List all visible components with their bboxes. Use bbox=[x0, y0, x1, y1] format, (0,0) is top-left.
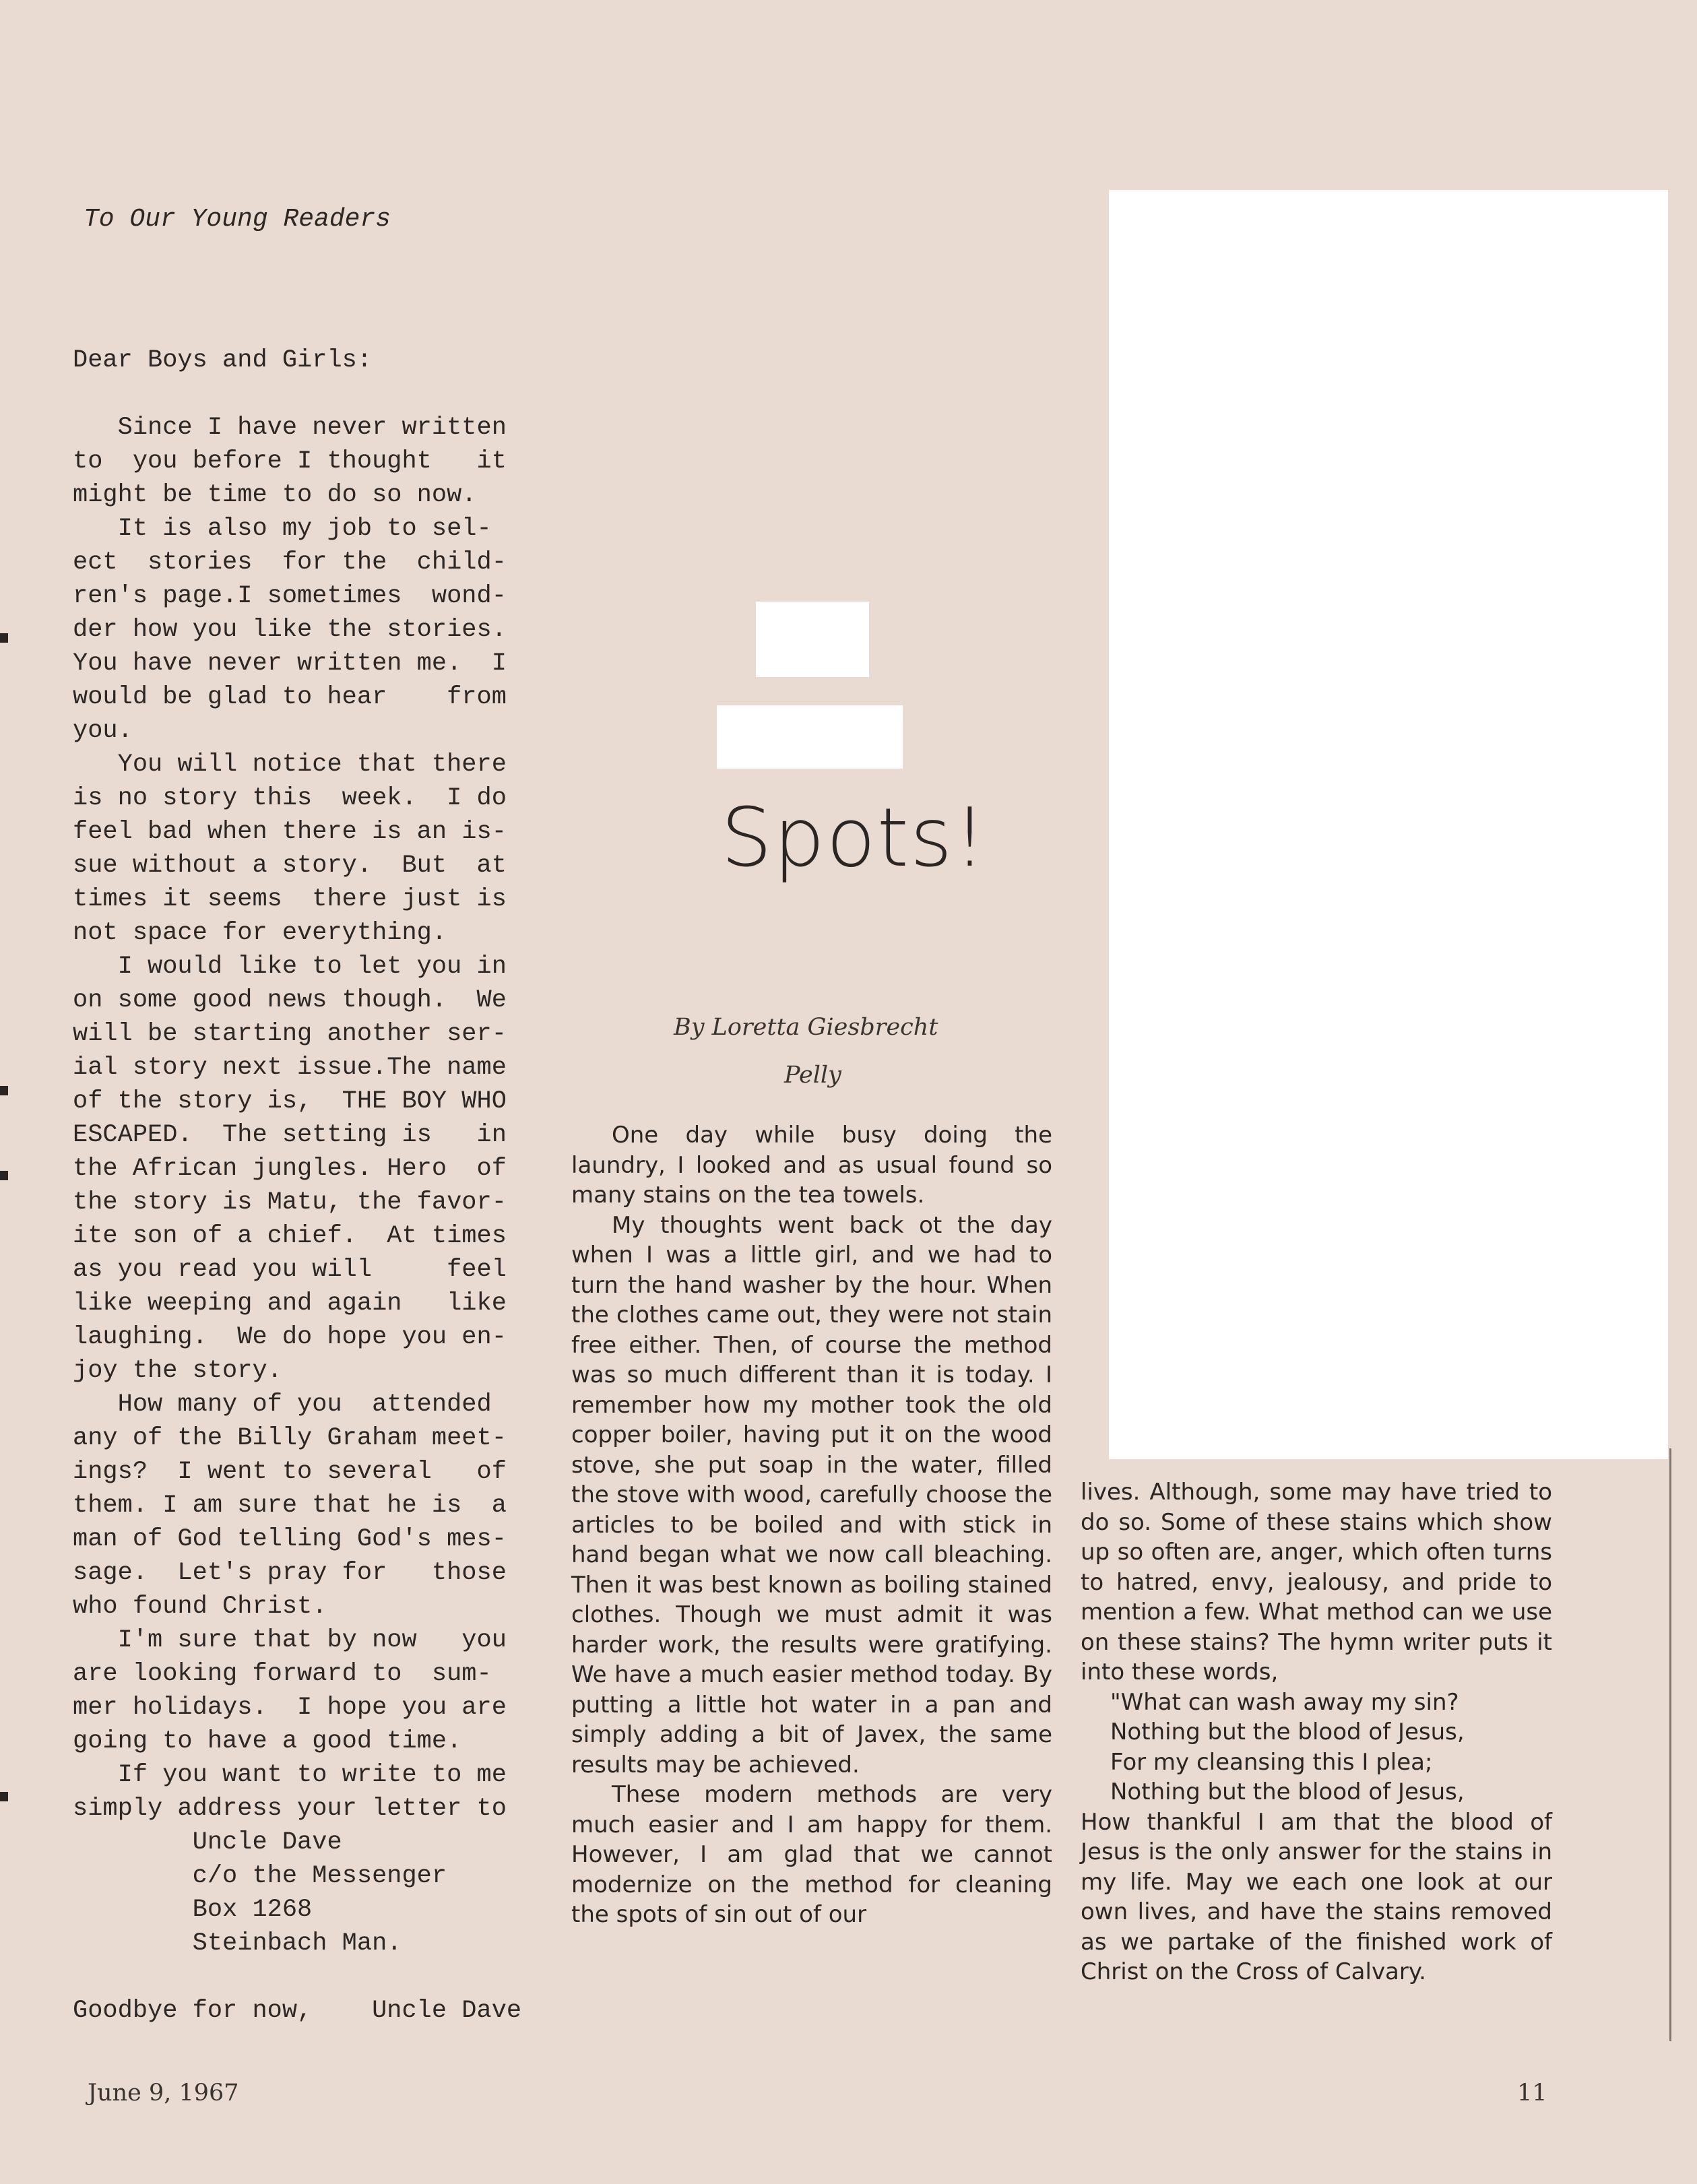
letter-line: is no story this week. I do bbox=[73, 784, 507, 812]
letter-line: the African jungles. Hero of bbox=[73, 1155, 507, 1183]
letter-line: simply address your letter to bbox=[73, 1795, 507, 1823]
article-place: Pelly bbox=[784, 1062, 841, 1089]
article-column-middle bbox=[571, 1120, 1052, 1930]
article-paragraph: One day while busy doing the laundry, I looked and as usual found so many stains on the tea towels. bbox=[571, 1122, 1052, 1209]
binding-mark bbox=[0, 1792, 8, 1801]
letter-line: you. bbox=[73, 717, 133, 745]
letter-line: I'm sure that by now you bbox=[73, 1626, 507, 1655]
letter-line: ect stories for the child- bbox=[73, 548, 507, 577]
letter-line: Uncle Dave bbox=[73, 1828, 342, 1857]
article-byline: By Loretta Giesbrecht bbox=[674, 1014, 938, 1041]
letter-line bbox=[73, 1960, 574, 1994]
letter-line: It is also my job to sel- bbox=[73, 515, 492, 543]
letter-line: You will notice that there bbox=[73, 750, 507, 779]
hymn-line: Nothing but the blood of Jesus, bbox=[1110, 1719, 1465, 1745]
hymn-line: "What can wash away my sin? bbox=[1110, 1688, 1459, 1716]
letter-line: ren's page.I sometimes wond- bbox=[73, 582, 507, 610]
letter-line: Box 1268 bbox=[73, 1896, 313, 1924]
article-paragraph: My thoughts went back ot the day when I was a little girl, and we had to turn the hand washer by the hour. When the clothes came out, they were not stain free either. Then, of course the method was so much different than it is today. I remember how my mother took the old copper boiler, having put it on the wood stove, she put soap in the water, filled the stove with wood, carefully choose the articles to be boiled and with stick in hand began what we now call bleaching. Then it was best known as boiling stained clothes. Though we must admit it was harder work, the results were gratifying. We have a much easier method today. By putting a little hot water in a pan and simply adding a bit of Javex, the same results may be achieved. bbox=[571, 1211, 1052, 1778]
letter-line: of the story is, THE BOY WHO bbox=[73, 1087, 507, 1116]
letter-line: as you read you will feel bbox=[73, 1256, 507, 1284]
redacted-block bbox=[756, 602, 869, 677]
letter-line: going to have a good time. bbox=[73, 1727, 462, 1756]
article-paragraph: How thankful I am that the blood of Jesus is the only answer for the stains in my life. May we each one look at our own lives, and have the stains removed as we partake of the finished work of Christ on the Cross of Calvary. bbox=[1081, 1808, 1552, 1985]
letter-line: them. I am sure that he is a bbox=[73, 1491, 507, 1520]
issue-date: June 9, 1967 bbox=[88, 2080, 239, 2107]
letter-line: on some good news though. We bbox=[73, 986, 507, 1015]
article-paragraph: lives. Although, some may have tried to do so. Some of these stains which show up so often are, anger, which often turns to hatred, envy, jealousy, and pride to mention a few. What method can we use on these stains? The hymn writer puts it into these words, bbox=[1081, 1479, 1552, 1685]
hymn-line: Nothing but the blood of Jesus, bbox=[1110, 1778, 1465, 1805]
article-title: Spots! bbox=[721, 792, 988, 885]
page-edge-line bbox=[1669, 1448, 1671, 2041]
page-number: 11 bbox=[1517, 2080, 1547, 2107]
letter-line: will be starting another ser- bbox=[73, 1020, 507, 1048]
letter-line: to you before I thought it bbox=[73, 447, 507, 476]
letter-line: ings? I went to several of bbox=[73, 1458, 507, 1486]
letter-line: How many of you attended bbox=[73, 1390, 492, 1419]
image-placeholder bbox=[1109, 190, 1668, 1459]
letter-line: feel bad when there is an is- bbox=[73, 818, 507, 846]
letter-line: the story is Matu, the favor- bbox=[73, 1188, 507, 1217]
redacted-block bbox=[717, 705, 903, 769]
letter-line: are looking forward to sum- bbox=[73, 1660, 492, 1688]
letter-line: times it seems there just is bbox=[73, 885, 507, 913]
letter-line: might be time to do so now. bbox=[73, 481, 477, 509]
letter-line bbox=[73, 377, 574, 411]
letter-line: Goodbye for now, Uncle Dave bbox=[73, 1997, 522, 2025]
letter-line: ite son of a chief. At times bbox=[73, 1222, 507, 1250]
letter-line: not space for everything. bbox=[73, 919, 447, 947]
letter-line: der how you like the stories. bbox=[73, 616, 507, 644]
article-paragraph: These modern methods are very much easier and I am happy for them. However, I am glad that we cannot modernize on the method for cleaning the spots of sin out of our bbox=[571, 1781, 1052, 1928]
letter-line: ESCAPED. The setting is in bbox=[73, 1121, 507, 1149]
letter-line: c/o the Messenger bbox=[73, 1862, 447, 1890]
letter-line: would be glad to hear from bbox=[73, 683, 507, 711]
letter-line: Since I have never written bbox=[73, 414, 507, 442]
letter-line: any of the Billy Graham meet- bbox=[73, 1424, 507, 1452]
letter-line: ial story next issue.The name bbox=[73, 1054, 507, 1082]
letter-line: man of God telling God's mes- bbox=[73, 1525, 507, 1553]
hymn-line: For my cleansing this I plea; bbox=[1110, 1748, 1433, 1776]
letter-line: laughing. We do hope you en- bbox=[73, 1323, 507, 1351]
letter-line: I would like to let you in bbox=[73, 953, 507, 981]
article-column-right bbox=[1081, 1477, 1552, 1987]
letter-line: sue without a story. But at bbox=[73, 852, 507, 880]
letter-line: mer holidays. I hope you are bbox=[73, 1694, 507, 1722]
letter-line: sage. Let's pray for those bbox=[73, 1559, 507, 1587]
letter-line: You have never written me. I bbox=[73, 649, 507, 678]
letter-column bbox=[73, 344, 574, 2028]
section-heading: To Our Young Readers bbox=[84, 205, 391, 234]
letter-line: joy the story. bbox=[73, 1357, 282, 1385]
letter-line: who found Christ. bbox=[73, 1593, 327, 1621]
letter-line: like weeping and again like bbox=[73, 1289, 507, 1318]
binding-mark bbox=[0, 633, 8, 643]
binding-mark bbox=[0, 1171, 8, 1180]
letter-line: Dear Boys and Girls: bbox=[73, 346, 373, 375]
binding-mark bbox=[0, 1086, 8, 1095]
letter-line: If you want to write to me bbox=[73, 1761, 507, 1789]
letter-line: Steinbach Man. bbox=[73, 1929, 402, 1958]
